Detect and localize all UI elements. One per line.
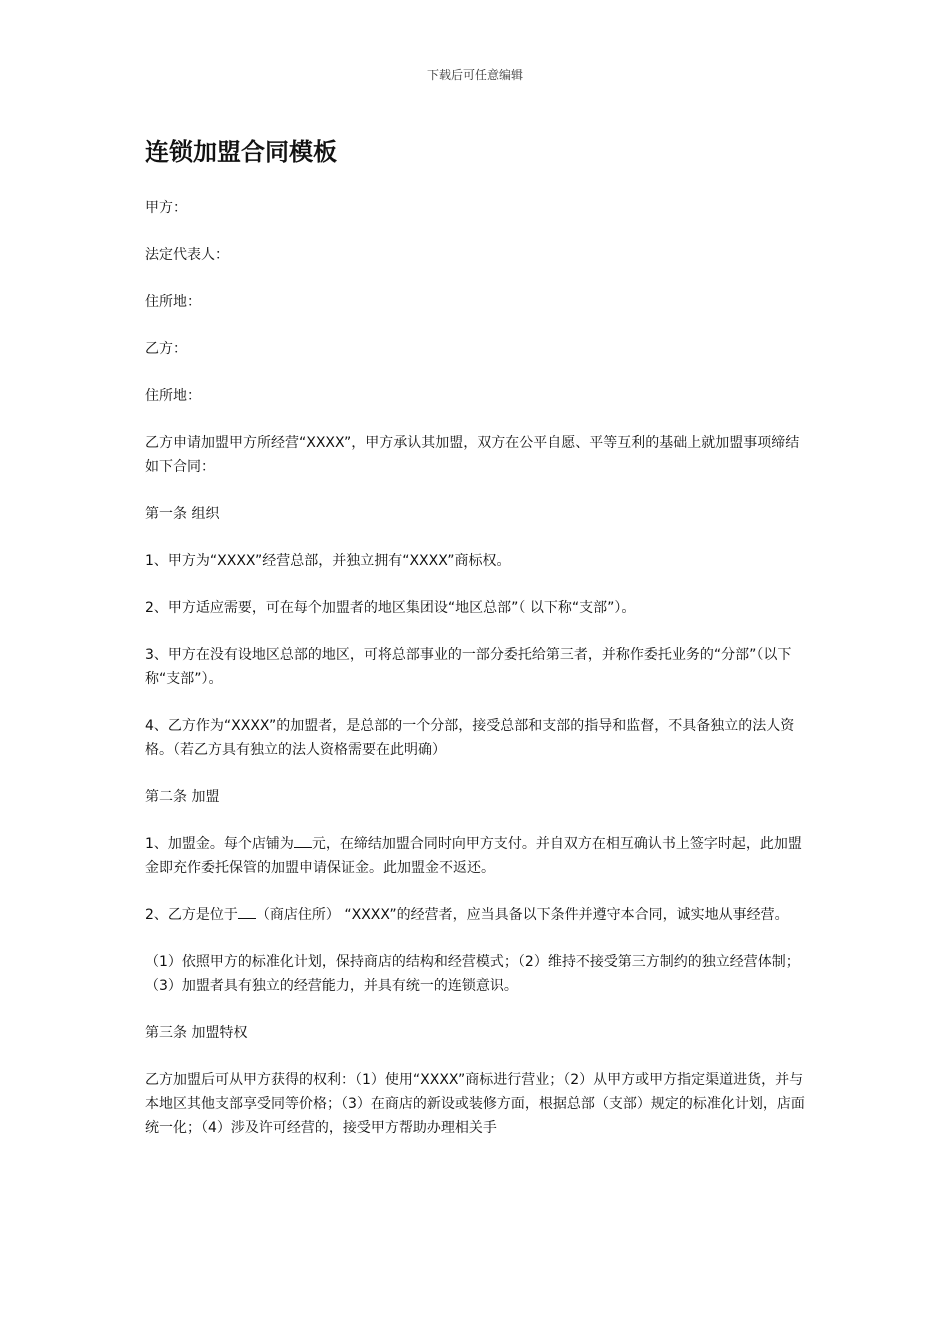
article-1-item: 2、甲方适应需要，可在每个加盟者的地区集团设“地区总部”（ 以下称“支部”）。 — [145, 600, 636, 616]
legal-rep-line: 法定代表人： — [145, 247, 229, 263]
document-title: 连锁加盟合同模板 — [145, 137, 337, 166]
header-note: 下载后可任意编辑 — [426, 68, 523, 82]
item-text: 2、乙方是位于 — [145, 907, 238, 923]
article-3-heading: 第三条 加盟特权 — [145, 1025, 248, 1041]
article-2-item-1 — [145, 832, 810, 880]
article-2-conditions: （1）依照甲方的标准化计划，保持商店的结构和经营模式；（2）维持不接受第三方制约的独立经营体制；（3）加盟者具有独立的经营能力，并具有统一的连锁意识。 — [145, 954, 800, 994]
article-1-item: 3、甲方在没有设地区总部的地区，可将总部事业的一部分委托给第三者，并称作委托业务的“分部”（以下称“支部”）。 — [145, 647, 792, 687]
article-2-heading: 第二条 加盟 — [145, 789, 220, 805]
address-blank — [238, 918, 256, 919]
document-body — [145, 196, 810, 1163]
item-text: （商店住所） “XXXX”的经营者，应当具备以下条件并遵守本合同，诚实地从事经营。 — [255, 907, 789, 923]
article-1-heading: 第一条 组织 — [145, 506, 220, 522]
party-b-line: 乙方： — [145, 341, 187, 357]
article-2-item-2 — [145, 903, 810, 927]
article-1-item: 1、甲方为“XXXX”经营总部，并独立拥有“XXXX”商标权。 — [145, 553, 511, 569]
article-3-text: 乙方加盟后可从甲方获得的权利：（1）使用“XXXX”商标进行营业；（2）从甲方或甲方指定渠道进货，并与本地区其他支部享受同等价格；（3）在商店的新设或装修方面，根据总部（支部）规定的标准化计划，店面统一化；（4）涉及许可经营的，接受甲方帮助办理相关手 — [145, 1072, 805, 1136]
intro-paragraph: 乙方申请加盟甲方所经营“XXXX”，甲方承认其加盟，双方在公平自愿、平等互利的基础上就加盟事项缔结如下合同： — [145, 435, 800, 475]
party-a-line: 甲方： — [145, 200, 187, 216]
article-1-item: 4、乙方作为“XXXX”的加盟者，是总部的一个分部，接受总部和支部的指导和监督，不具备独立的法人资格。（若乙方具有独立的法人资格需要在此明确） — [145, 718, 795, 758]
fee-blank — [294, 847, 312, 848]
item-text: 元，在缔结加盟合同时向甲方支付。并自双方在相互确认书上签字时起，此加盟金即充作委托保管的加盟申请保证金。此加盟金不返还。 — [145, 836, 802, 876]
item-text: 1、加盟金。每个店铺为 — [145, 836, 294, 852]
address-b-line: 住所地： — [145, 388, 201, 404]
address-a-line: 住所地： — [145, 294, 201, 310]
